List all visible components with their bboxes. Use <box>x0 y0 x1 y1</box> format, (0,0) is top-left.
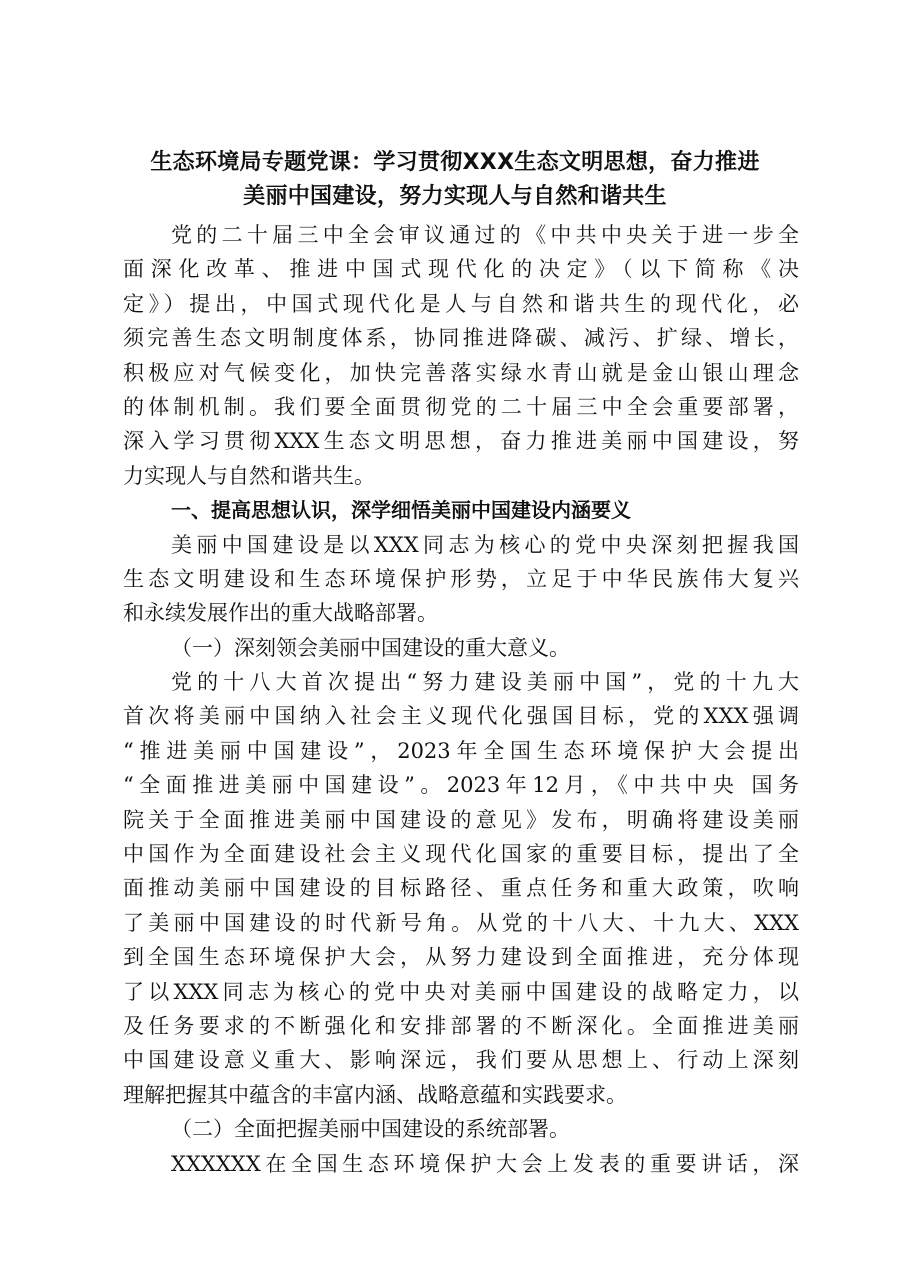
paragraph-line: 及任务要求的不断强化和安排部署的不断深化。全面推进美丽 <box>123 1013 799 1038</box>
paragraph-line: 的体制机制。我们要全面贯彻党的二十届三中全会重要部署， <box>123 394 799 419</box>
paragraph-line: 定》）提出，中国式现代化是人与自然和谐共生的现代化，必 <box>123 291 799 316</box>
paragraph-line: 中国建设意义重大、影响深远，我们要从思想上、行动上深刻 <box>123 1048 799 1073</box>
paragraph-line: 面推动美丽中国建设的目标路径、重点任务和重大政策，吹响 <box>123 876 799 901</box>
paragraph-line: 党的二十届三中全会审议通过的《中共中央关于进一步全 <box>171 223 799 247</box>
paragraph-line: 面深化改革、推进中国式现代化的决定》（以下简称《决 <box>123 257 799 282</box>
paragraph-line: XXXXXX在全国生态环境保护大会上发表的重要讲话，深 <box>171 1151 799 1176</box>
paragraph-line: 到全国生态环境保护大会，从努力建设到全面推进，充分体现 <box>123 945 799 970</box>
paragraph-line: 力实现人与自然和谐共生。 <box>123 463 375 488</box>
paragraph-line: “全面推进美丽中国建设”。2023年12月，《中共中央 国务 <box>123 773 799 798</box>
paragraph-line: 了美丽中国建设的时代新号角。从党的十八大、十九大、XXX <box>123 910 799 935</box>
paragraph-line: 美丽中国建设是以XXX同志为核心的党中央深刻把握我国 <box>171 532 799 557</box>
paragraph-line: 院关于全面推进美丽中国建设的意见》发布，明确将建设美丽 <box>123 807 799 832</box>
subsection-heading: （一）深刻领会美丽中国建设的重大意义。 <box>171 635 570 660</box>
paragraph-line: 理解把握其中蕴含的丰富内涵、战略意蕴和实践要求。 <box>123 1082 627 1107</box>
paragraph-line: 生态文明建设和生态环境保护形势，立足于中华民族伟大复兴 <box>123 566 799 591</box>
paragraph-line: 党的十八大首次提出“努力建设美丽中国”，党的十九大 <box>171 670 799 695</box>
paragraph-line: 中国作为全面建设社会主义现代化国家的重要目标，提出了全 <box>123 842 799 867</box>
paragraph-line: 深入学习贯彻XXX生态文明思想，奋力推进美丽中国建设，努 <box>123 429 799 454</box>
paragraph-line: 了以XXX同志为核心的党中央对美丽中国建设的战略定力，以 <box>123 979 799 1004</box>
title-line-2: 美丽中国建设，努力实现人与自然和谐共生 <box>243 184 667 209</box>
paragraph-line: 须完善生态文明制度体系，协同推进降碳、减污、扩绿、增长， <box>123 326 799 351</box>
paragraph-line: 和永续发展作出的重大战略部署。 <box>123 601 438 626</box>
section-heading: 一、提高思想认识，深学细悟美丽中国建设内涵要义 <box>171 498 631 523</box>
document-body <box>123 218 799 1181</box>
title-line-1: 生态环境局专题党课：学习贯彻XXX生态文明思想，奋力推进 <box>150 150 760 175</box>
paragraph-line: “推进美丽中国建设”，2023年全国生态环境保护大会提出 <box>123 738 799 763</box>
subsection-heading: （二）全面把握美丽中国建设的系统部署。 <box>171 1117 570 1142</box>
paragraph-line: 首次将美丽中国纳入社会主义现代化强国目标，党的XXX强调 <box>123 704 799 729</box>
document-title <box>110 146 800 214</box>
paragraph-line: 积极应对气候变化，加快完善落实绿水青山就是金山银山理念 <box>123 360 799 385</box>
